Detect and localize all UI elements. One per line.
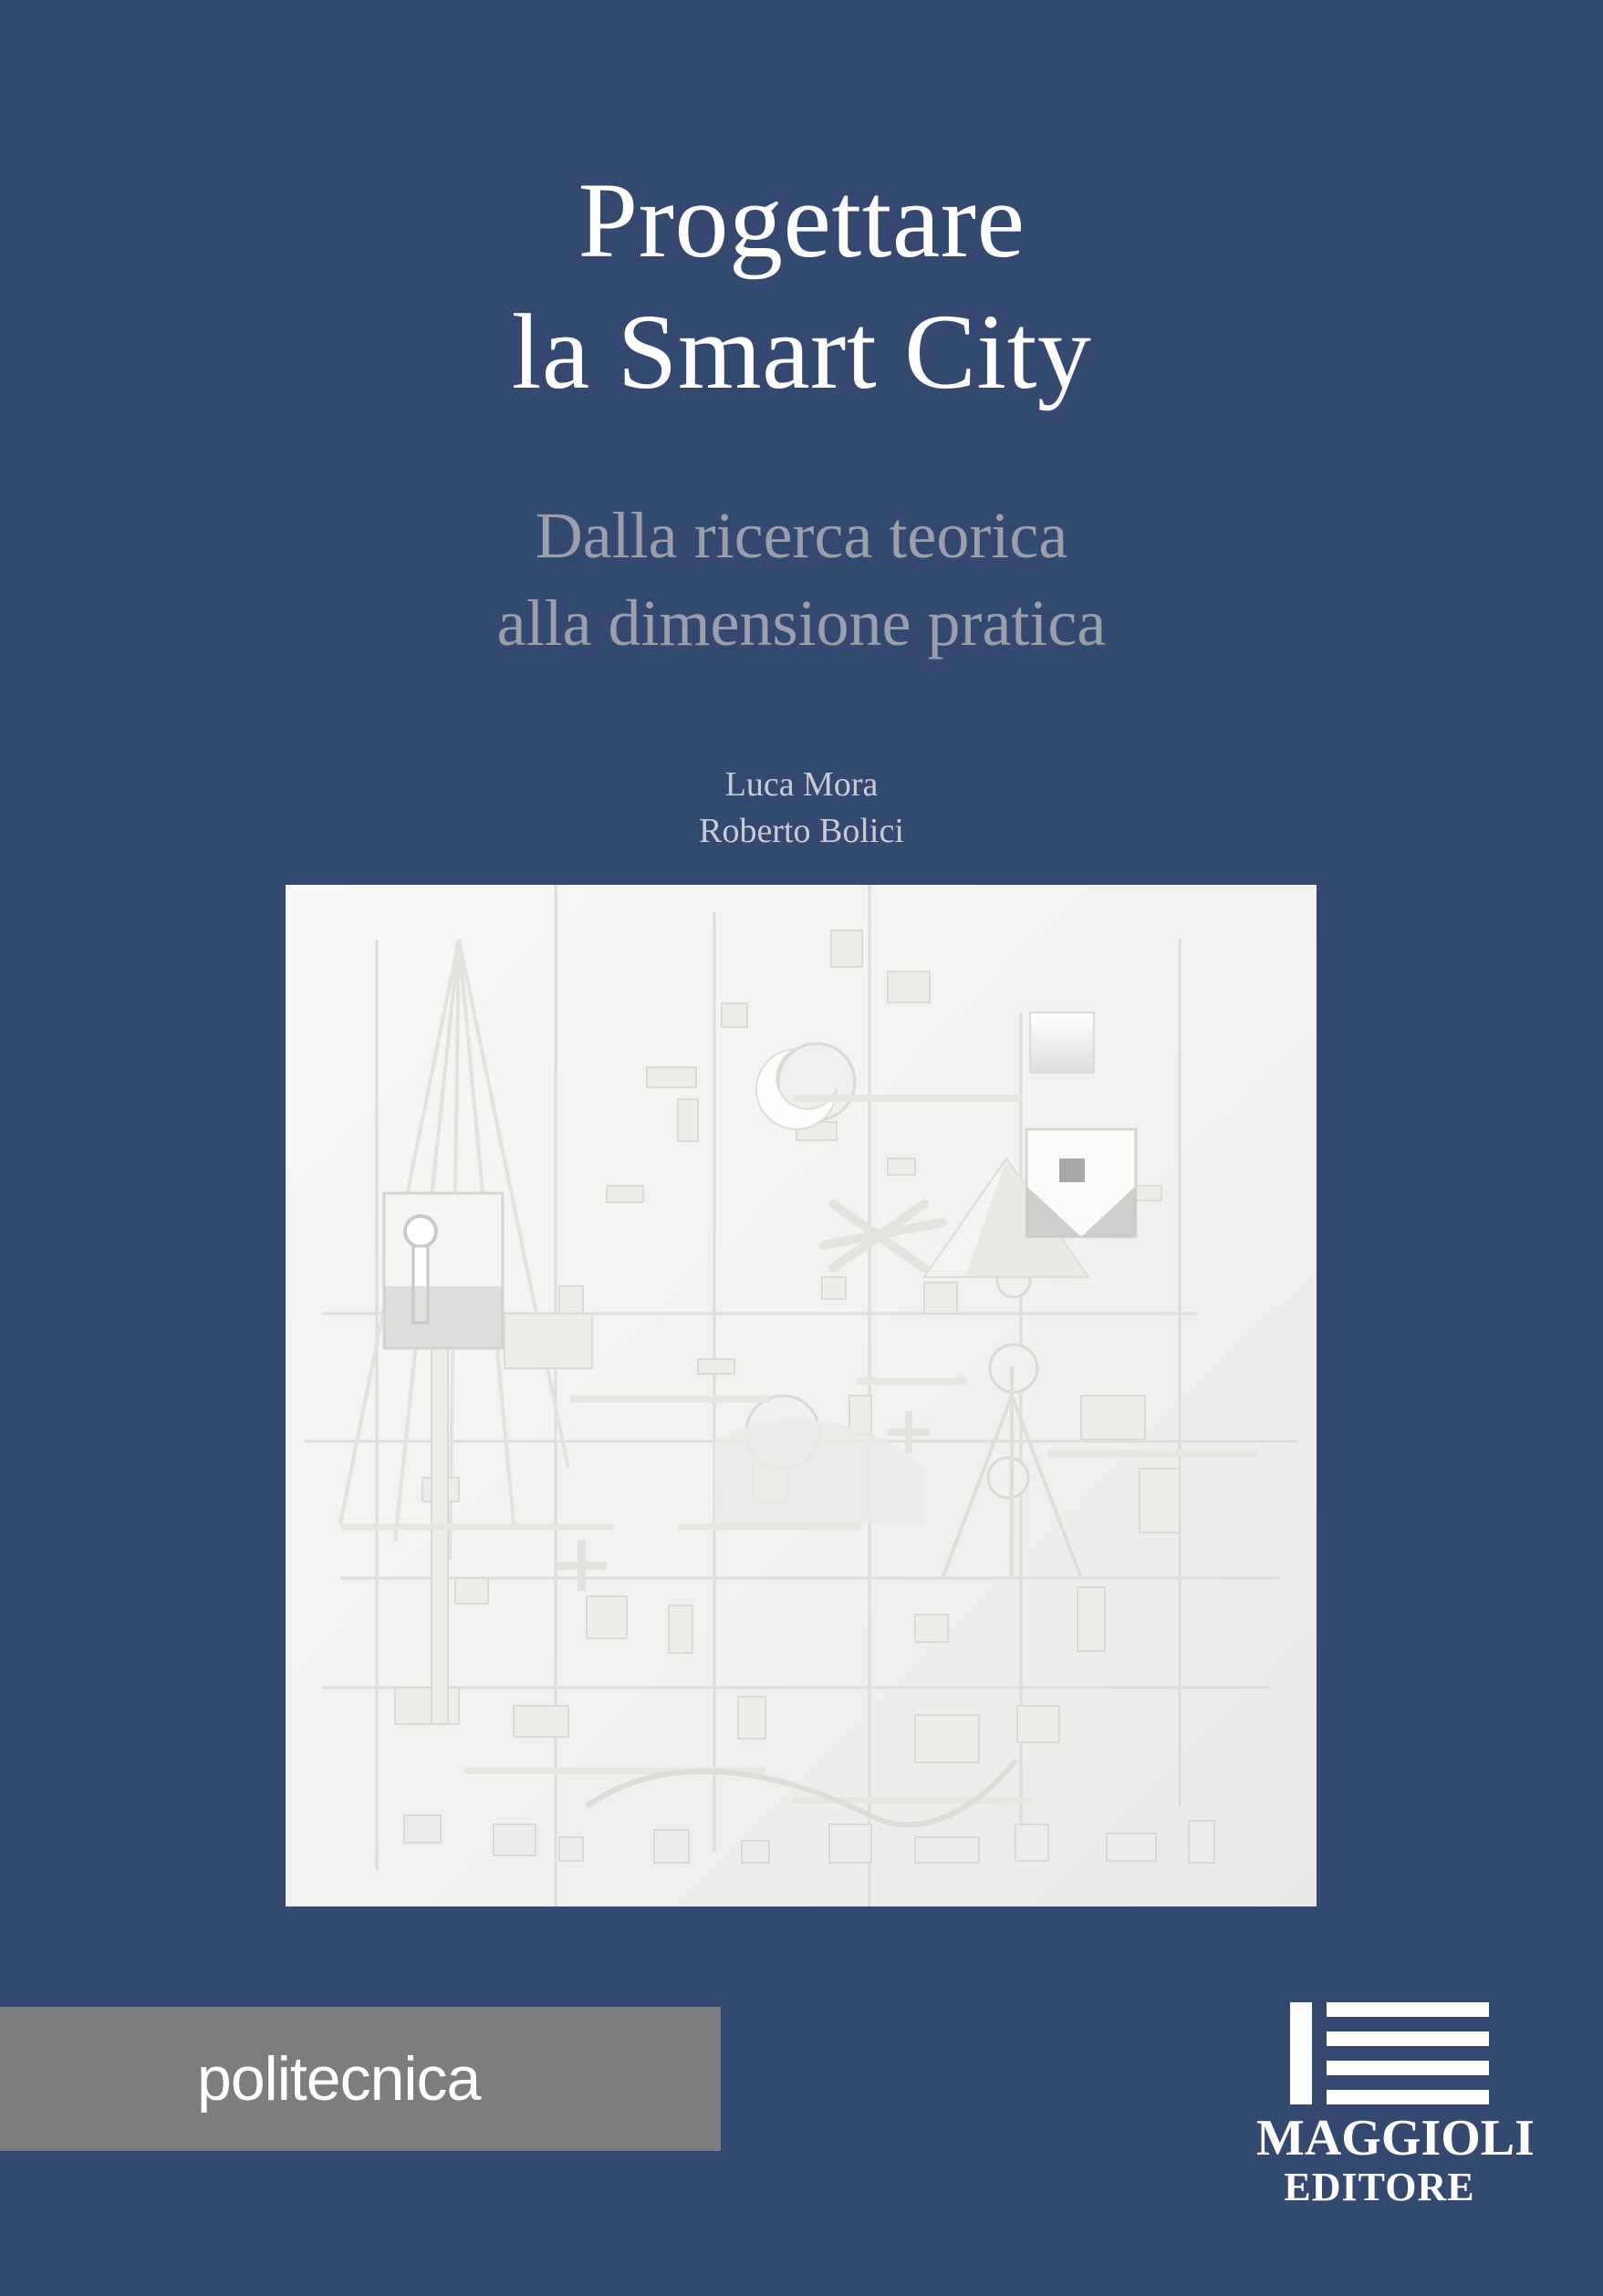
title-line-1: Progettare bbox=[578, 161, 1025, 280]
series-banner bbox=[0, 2007, 721, 2151]
maggioli-bars-icon bbox=[1270, 2002, 1489, 2104]
cover-artwork-illustration bbox=[286, 885, 1317, 1906]
page-title bbox=[0, 155, 1603, 418]
author-name-1: Luca Mora bbox=[724, 765, 879, 804]
title-line-2: la Smart City bbox=[511, 291, 1092, 411]
series-label: politecnica bbox=[197, 2044, 481, 2114]
subtitle-line-2: alla dimensione pratica bbox=[496, 586, 1107, 660]
page-subtitle bbox=[0, 493, 1603, 668]
publisher-name: MAGGIOLI bbox=[1256, 2110, 1535, 2166]
subtitle-line-1: Dalla ricerca teorica bbox=[535, 499, 1068, 572]
cover-artwork bbox=[286, 885, 1317, 1906]
publisher-logo bbox=[1256, 2002, 1535, 2209]
publisher-subtitle: EDITORE bbox=[1284, 2164, 1475, 2209]
author-list bbox=[0, 762, 1603, 856]
author-name-2: Roberto Bolici bbox=[699, 812, 904, 851]
